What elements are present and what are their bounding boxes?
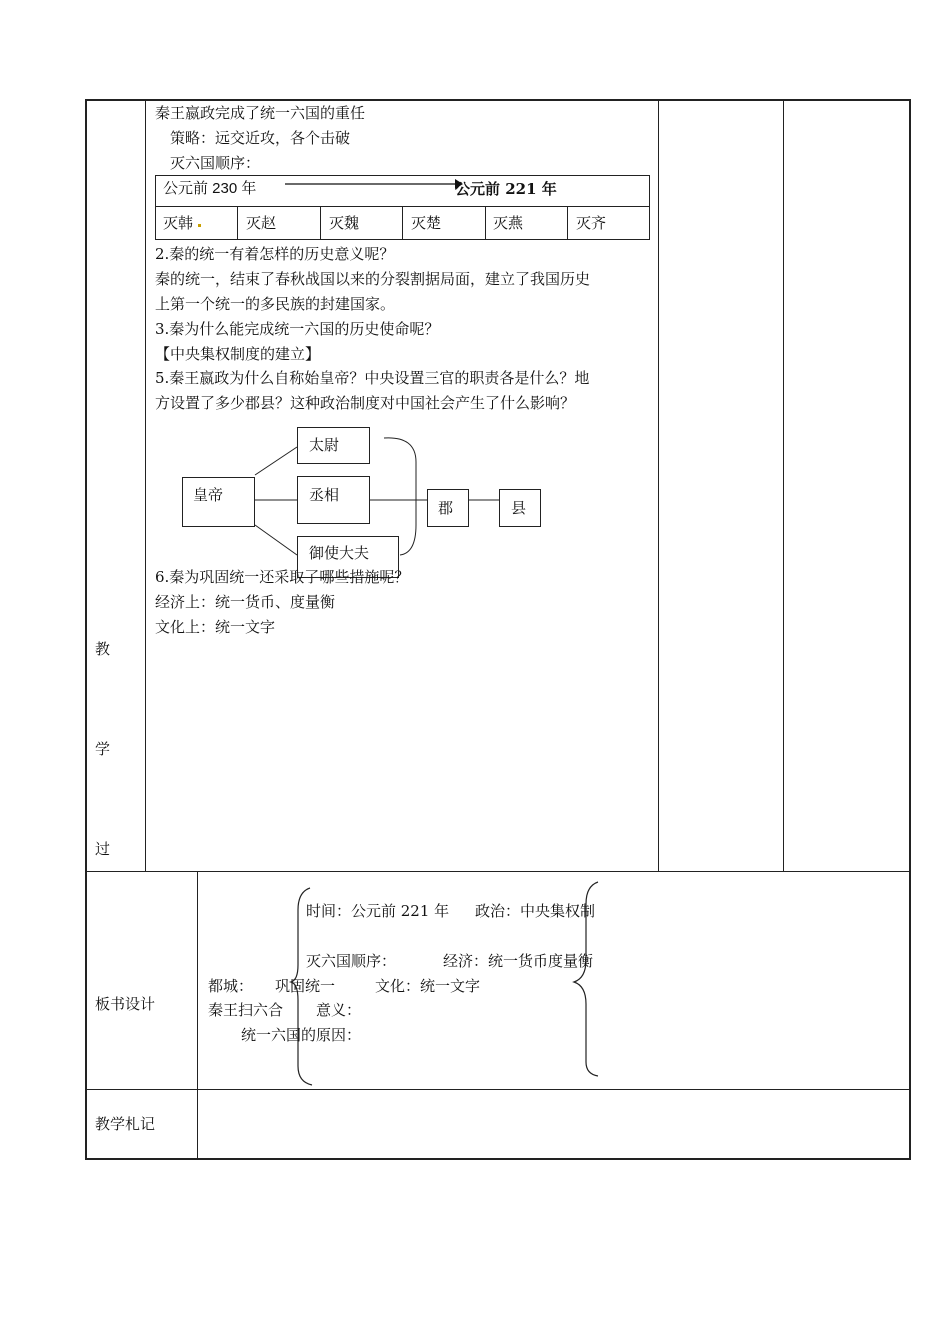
economy-measure: 经济上：统一货币、度量衡 [155,593,336,611]
emperor-label: 皇帝 [193,486,224,504]
answer-2-line-2: 上第一个统一的多民族的封建国家。 [155,295,396,313]
notes-area[interactable] [199,1091,908,1157]
board-reasons: 统一六国的原因： [241,1026,362,1044]
board-label: 板书设计 [95,995,156,1013]
conquest-4: 灭楚 [411,214,442,232]
conquest-2: 灭赵 [246,214,277,232]
board-time: 时间：公元前 221 年 [306,902,450,920]
jun-label: 郡 [438,499,454,517]
timeline-start: 公元前 230 年 [163,180,257,197]
question-3: 3.秦为什么能完成统一六国的历史使命呢？ [155,320,440,338]
conquest-5: 灭燕 [493,214,524,232]
question-5-line-1: 5.秦王嬴政为什么自称始皇帝？中央设置三官的职责各是什么？地 [155,369,590,387]
board-economy: 经济：统一货币度量衡 [443,952,594,970]
culture-measure: 文化上：统一文字 [155,618,276,636]
timeline-end: 公元前 221 年 [455,180,557,198]
board-consolidate: 巩固统一 [275,977,336,995]
board-culture: 文化：统一文字 [375,977,481,995]
answer-2-line-1: 秦的统一，结束了春秋战国以来的分裂割据局面，建立了我国历史 [155,270,591,288]
question-6: 6.秦为巩固统一还采取了哪些措施呢？ [155,568,410,586]
conquest-3: 灭魏 [329,214,360,232]
label-jiao: 教 [95,640,111,658]
label-xue: 学 [95,740,111,758]
sequence-heading: 灭六国顺序： [170,154,261,172]
board-politics: 政治：中央集权制 [475,902,596,920]
xian-label: 县 [511,499,527,517]
label-guo: 过 [95,840,111,858]
notes-label: 教学札记 [95,1115,156,1133]
question-5-line-2: 方设置了多少郡县？这种政治制度对中国社会产生了什么影响？ [155,394,576,412]
strategy-line: 策略：远交近攻，各个击破 [170,129,351,147]
section-heading: 【中央集权制度的建立】 [155,345,321,363]
question-2: 2.秦的统一有着怎样的历史意义呢？ [155,245,395,263]
conquest-6: 灭齐 [576,214,607,232]
conquest-1: 灭韩 [163,214,194,232]
board-sequence: 灭六国顺序： [306,952,397,970]
yushi-label: 御使大夫 [309,544,370,562]
chengxiang-label: 丞相 [309,486,340,504]
board-capital: 都城： [208,977,254,995]
content-line-1: 秦王嬴政完成了统一六国的重任 [155,104,366,122]
board-significance: 意义： [316,1001,362,1019]
taiwei-label: 太尉 [309,436,340,454]
board-title: 秦王扫六合 [208,1001,284,1019]
